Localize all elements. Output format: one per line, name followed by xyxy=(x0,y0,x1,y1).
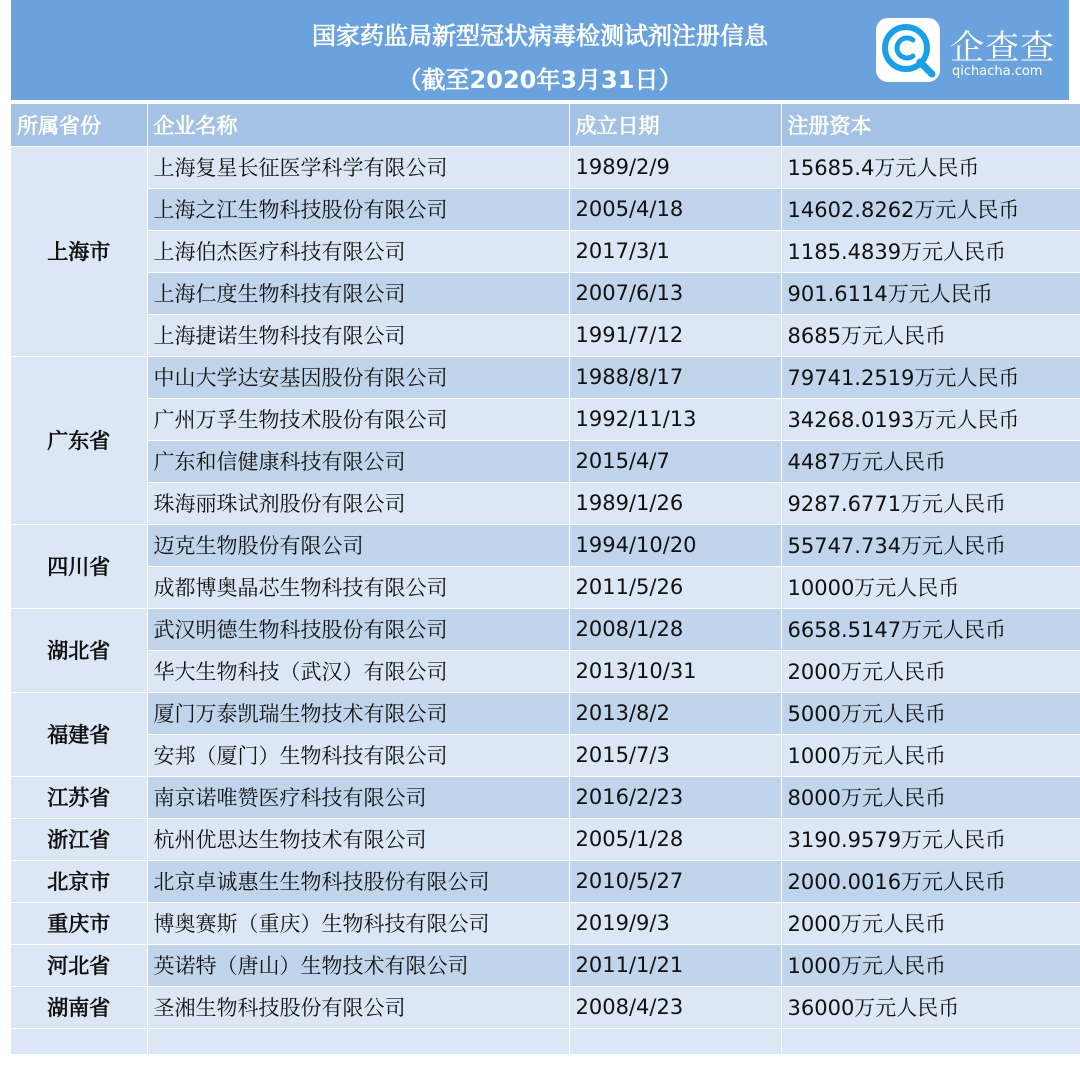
company-cell: 中山大学达安基因股份有限公司 xyxy=(147,356,569,398)
table-row xyxy=(11,272,1080,314)
capital-cell: 2000.0016万元人民币 xyxy=(781,860,1080,902)
province-cell: 重庆市 xyxy=(11,902,147,944)
capital-cell: 6658.5147万元人民币 xyxy=(781,608,1080,650)
column-header-founded: 成立日期 xyxy=(569,104,781,146)
empty-cell xyxy=(569,1028,781,1054)
empty-cell xyxy=(781,1028,1080,1054)
table-row xyxy=(11,650,1080,692)
capital-cell: 5000万元人民币 xyxy=(781,692,1080,734)
table-row xyxy=(11,902,1080,944)
company-cell: 上海仁度生物科技有限公司 xyxy=(147,272,569,314)
table-row xyxy=(11,818,1080,860)
capital-cell: 1185.4839万元人民币 xyxy=(781,230,1080,272)
province-cell: 湖南省 xyxy=(11,986,147,1028)
page-subtitle: （截至2020年3月31日） xyxy=(397,66,683,94)
company-cell: 上海复星长征医学科学有限公司 xyxy=(147,146,569,188)
founded-cell: 2011/5/26 xyxy=(569,566,781,608)
title-banner xyxy=(11,0,1069,100)
capital-cell: 10000万元人民币 xyxy=(781,566,1080,608)
founded-cell: 2019/9/3 xyxy=(569,902,781,944)
capital-cell: 8685万元人民币 xyxy=(781,314,1080,356)
founded-cell: 2015/4/7 xyxy=(569,440,781,482)
capital-cell: 901.6114万元人民币 xyxy=(781,272,1080,314)
column-header-company: 企业名称 xyxy=(147,104,569,146)
province-cell: 北京市 xyxy=(11,860,147,902)
province-cell: 浙江省 xyxy=(11,818,147,860)
logo-url: qichacha.com xyxy=(952,64,1043,79)
founded-cell: 1991/7/12 xyxy=(569,314,781,356)
table-row xyxy=(11,566,1080,608)
province-cell: 福建省 xyxy=(11,692,147,776)
table-row xyxy=(11,986,1080,1028)
company-cell: 博奥赛斯（重庆）生物科技有限公司 xyxy=(147,902,569,944)
company-cell: 圣湘生物科技股份有限公司 xyxy=(147,986,569,1028)
table-row xyxy=(11,692,1080,734)
table-row xyxy=(11,776,1080,818)
table-row xyxy=(11,734,1080,776)
province-cell: 河北省 xyxy=(11,944,147,986)
table-row xyxy=(11,608,1080,650)
founded-cell: 2008/4/23 xyxy=(569,986,781,1028)
column-header-province: 所属省份 xyxy=(11,104,147,146)
company-cell: 厦门万泰凯瑞生物技术有限公司 xyxy=(147,692,569,734)
table-row xyxy=(11,524,1080,566)
table-body xyxy=(11,146,1080,1054)
company-cell: 迈克生物股份有限公司 xyxy=(147,524,569,566)
founded-cell: 1988/8/17 xyxy=(569,356,781,398)
registration-table xyxy=(11,104,1080,1055)
founded-cell: 2005/1/28 xyxy=(569,818,781,860)
founded-cell: 2010/5/27 xyxy=(569,860,781,902)
table-row xyxy=(11,440,1080,482)
capital-cell: 2000万元人民币 xyxy=(781,650,1080,692)
province-cell: 湖北省 xyxy=(11,608,147,692)
province-cell: 四川省 xyxy=(11,524,147,608)
table-row xyxy=(11,356,1080,398)
capital-cell: 8000万元人民币 xyxy=(781,776,1080,818)
founded-cell: 2013/10/31 xyxy=(569,650,781,692)
founded-cell: 1992/11/13 xyxy=(569,398,781,440)
capital-cell: 15685.4万元人民币 xyxy=(781,146,1080,188)
capital-cell: 4487万元人民币 xyxy=(781,440,1080,482)
company-cell: 华大生物科技（武汉）有限公司 xyxy=(147,650,569,692)
table-row xyxy=(11,146,1080,188)
province-cell: 江苏省 xyxy=(11,776,147,818)
company-cell: 珠海丽珠试剂股份有限公司 xyxy=(147,482,569,524)
founded-cell: 2013/8/2 xyxy=(569,692,781,734)
capital-cell: 55747.734万元人民币 xyxy=(781,524,1080,566)
founded-cell: 2011/1/21 xyxy=(569,944,781,986)
founded-cell: 1994/10/20 xyxy=(569,524,781,566)
table-row xyxy=(11,482,1080,524)
company-cell: 北京卓诚惠生生物科技股份有限公司 xyxy=(147,860,569,902)
capital-cell: 1000万元人民币 xyxy=(781,734,1080,776)
company-cell: 广州万孚生物技术股份有限公司 xyxy=(147,398,569,440)
capital-cell: 36000万元人民币 xyxy=(781,986,1080,1028)
qichacha-logo xyxy=(874,18,1064,84)
page-title: 国家药监局新型冠状病毒检测试剂注册信息 xyxy=(312,22,768,50)
founded-cell: 2008/1/28 xyxy=(569,608,781,650)
founded-cell: 2016/2/23 xyxy=(569,776,781,818)
company-cell: 安邦（厦门）生物科技有限公司 xyxy=(147,734,569,776)
capital-cell: 14602.8262万元人民币 xyxy=(781,188,1080,230)
founded-cell: 2017/3/1 xyxy=(569,230,781,272)
company-cell: 武汉明德生物科技股份有限公司 xyxy=(147,608,569,650)
capital-cell: 1000万元人民币 xyxy=(781,944,1080,986)
capital-cell: 3190.9579万元人民币 xyxy=(781,818,1080,860)
company-cell: 上海之江生物科技股份有限公司 xyxy=(147,188,569,230)
capital-cell: 34268.0193万元人民币 xyxy=(781,398,1080,440)
table-row xyxy=(11,944,1080,986)
province-cell: 上海市 xyxy=(11,146,147,356)
logo-name: 企查查 xyxy=(950,28,1055,68)
capital-cell: 2000万元人民币 xyxy=(781,902,1080,944)
company-cell: 上海伯杰医疗科技有限公司 xyxy=(147,230,569,272)
table-filler-row xyxy=(11,1028,1080,1054)
table-row xyxy=(11,230,1080,272)
company-cell: 上海捷诺生物科技有限公司 xyxy=(147,314,569,356)
empty-cell xyxy=(11,1028,147,1054)
company-cell: 杭州优思达生物技术有限公司 xyxy=(147,818,569,860)
table-row xyxy=(11,188,1080,230)
founded-cell: 1989/1/26 xyxy=(569,482,781,524)
qichacha-q-icon xyxy=(876,18,940,82)
founded-cell: 2005/4/18 xyxy=(569,188,781,230)
table-row xyxy=(11,860,1080,902)
founded-cell: 2007/6/13 xyxy=(569,272,781,314)
table-header-row xyxy=(11,104,1080,146)
company-cell: 英诺特（唐山）生物技术有限公司 xyxy=(147,944,569,986)
company-cell: 广东和信健康科技有限公司 xyxy=(147,440,569,482)
founded-cell: 2015/7/3 xyxy=(569,734,781,776)
company-cell: 成都博奥晶芯生物科技有限公司 xyxy=(147,566,569,608)
table-row xyxy=(11,398,1080,440)
province-cell: 广东省 xyxy=(11,356,147,524)
capital-cell: 79741.2519万元人民币 xyxy=(781,356,1080,398)
company-cell: 南京诺唯赞医疗科技有限公司 xyxy=(147,776,569,818)
founded-cell: 1989/2/9 xyxy=(569,146,781,188)
column-header-capital: 注册资本 xyxy=(781,104,1080,146)
empty-cell xyxy=(147,1028,569,1054)
capital-cell: 9287.6771万元人民币 xyxy=(781,482,1080,524)
table-row xyxy=(11,314,1080,356)
